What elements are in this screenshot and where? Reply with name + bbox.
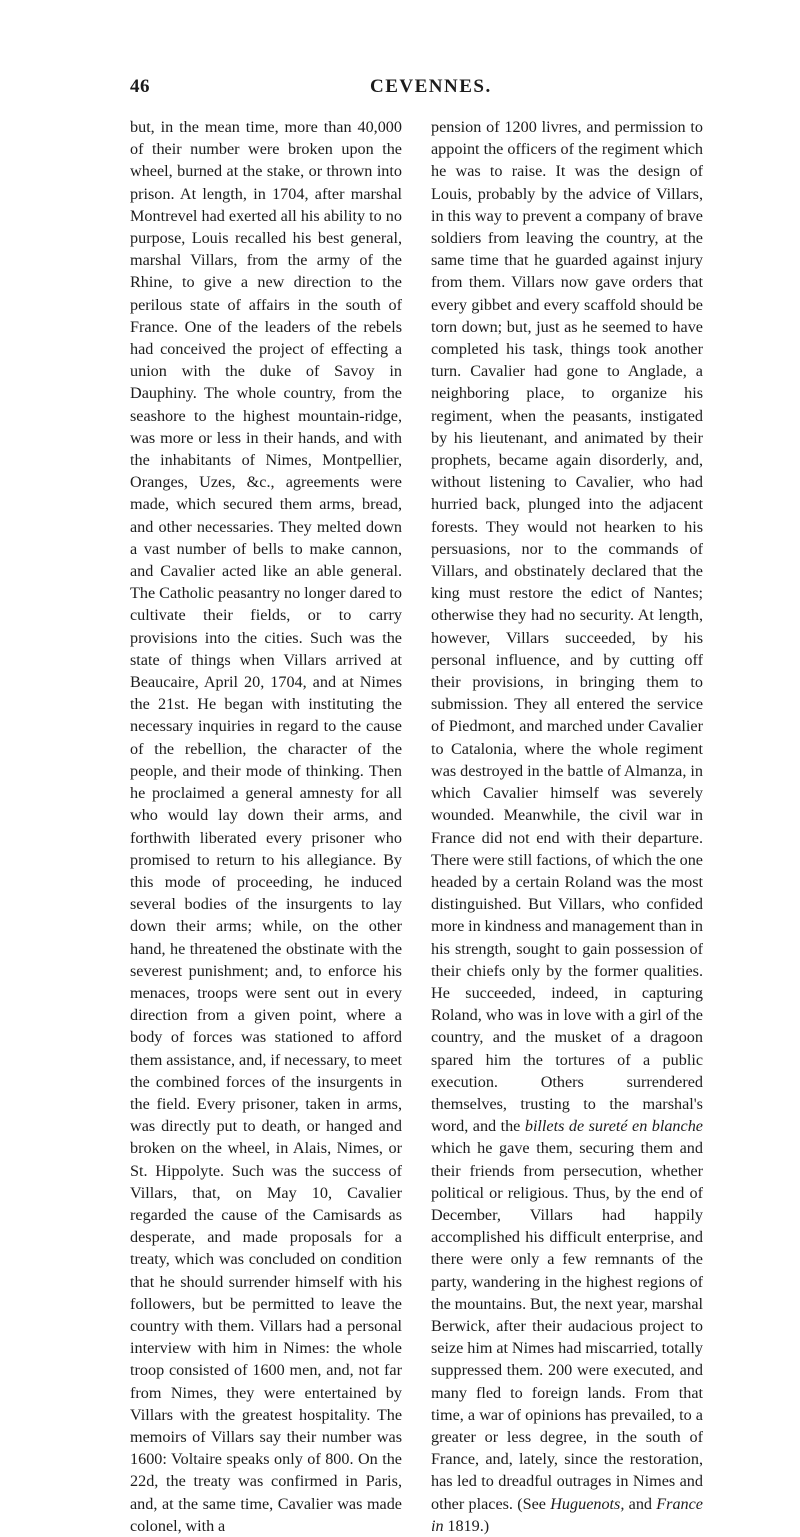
right-column [431,116,703,1537]
running-head [130,76,713,102]
right-column-paragraph [431,116,703,1537]
right-text-part-1: pension of 1200 livres, and permission to appoint the officers of the regiment which he was to raise. It was the design of Louis, probably by the advice of Villars, in this way to prevent a company of brave soldiers from leaving the country, at the same time that he guarded against injury from them. Villars now gave orders that every gibbet and every scaffold should be torn down; but, just as he seemed to have completed his task, things took another turn. Cavalier had gone to Anglade, a neighboring place, to organize his regiment, when the peasants, instigated by his lieutenant, and animated by their prophets, became again disorderly, and, without listening to Cavalier, who had hurried back, plunged into the adjacent forests. They would not hearken to his persuasions, nor to the commands of Villars, and obstinately declared that the king must restore the edict of Nantes; otherwise they had no security. At length, however, Villars succeeded, by his personal influence, and by cutting off their provisions, in bringing them to submission. They all entered the service of Piedmont, and marched under Cavalier to Catalonia, where the whole regiment was destroyed in the battle of Almanza, in which Cavalier himself was severely wounded. Meanwhile, the civil war in France did not end with their departure. There were still factions, of which the one headed by a certain Roland was the most distinguished. But Villars, who confided more in kindness and management than in his strength, sought to gain possession of their chiefs only by the former qualities. He succeeded, indeed, in capturing Roland, who was in love with a girl of the country, and the musket of a dragoon spared him the tortures of a public execution. Others surrendered themselves, trusting to the marshal's word, and the [431,118,703,1136]
left-column-text: but, in the mean time, more than 40,000 of their number were broken upon the wheel, burned at the stake, or thrown into prison. At length, in 1704, after marshal Montrevel had exerted all his ability to no purpose, Louis recalled his best general, marshal Villars, from the army of the Rhine, to give a new direction to the perilous state of affairs in the south of France. One of the leaders of the rebels had conceived the project of effecting a union with the duke of Savoy in Dauphiny. The whole country, from the seashore to the highest mountain-ridge, was more or less in their hands, and with the inhabitants of Nimes, Montpellier, Oranges, Uzes, &c., agreements were made, which secured them arms, bread, and other necessaries. They melted down a vast number of bells to make cannon, and Cavalier acted like an able general. The Catholic peasantry no longer dared to cultivate their fields, or to carry provisions into the cities. Such was the state of things when Villars arrived at Beaucaire, April 20, 1704, and at Nimes the 21st. He began with instituting the necessary inquiries in regard to the cause of the rebellion, the character of the people, and their mode of thinking. Then he proclaimed a general amnesty for all who would lay down their arms, and forthwith liberated every prisoner who promised to return to his allegiance. By this mode of proceeding, he induced several bodies of the insurgents to lay down their arms; while, on the other hand, he threatened the obstinate with the severest punishment; and, to enforce his menaces, troops were sent out in every direction from a given point, where a body of forces was stationed to afford them assistance, and, if necessary, to meet the combined forces of the insurgents in the field. Every prisoner, taken in arms, was directly put to death, or hanged and broken on the wheel, in Alais, Nimes, or St. Hippolyte. Such was the success of Villars, that, on May 10, Cavalier regarded the cause of the Camisards as desperate, and made proposals for a treaty, which was concluded on condition that he should surrender himself with his followers, but be permitted to leave the country with them. Villars had a personal interview with him in Nimes: the whole troop consisted of 1600 men, and, not far from Nimes, they were entertained by Villars with the greatest hospitality. The memoirs of Villars say their number was 1600: Voltaire speaks only of 800. On the 22d, the treaty was confirmed in Paris, and, at the same time, Cavalier was made colonel, with a [130,118,402,1535]
section-title: CEVENNES. [370,76,492,97]
right-text-end: 1819.) [447,1516,490,1535]
right-text-and: and [628,1494,653,1513]
page-number: 46 [130,76,150,97]
right-text-part-2: which he gave them, securing them and their friends from persecution, whether political or religious. Thus, by the end of December, Villars had happily accomplished his difficult enterprise, and there were only a few remnants of the party, wandering in the highest regions of the mountains. But, the next year, marshal Berwick, after their audacious project to seize him at Nimes had miscarried, totally suppressed them. 200 were executed, and many fled to foreign lands. From that time, a war of opinions has prevailed, to a greater or less degree, in the south of France, and, lately, since the restoration, has led to dreadful outrages in Nimes and other places. (See [431,1139,703,1513]
italic-phrase-billets: billets de sureté en blanche [524,1117,703,1136]
left-column [130,116,402,1537]
italic-reference-france: France in [431,1494,703,1535]
italic-reference-huguenots: Huguenots, [550,1494,625,1513]
